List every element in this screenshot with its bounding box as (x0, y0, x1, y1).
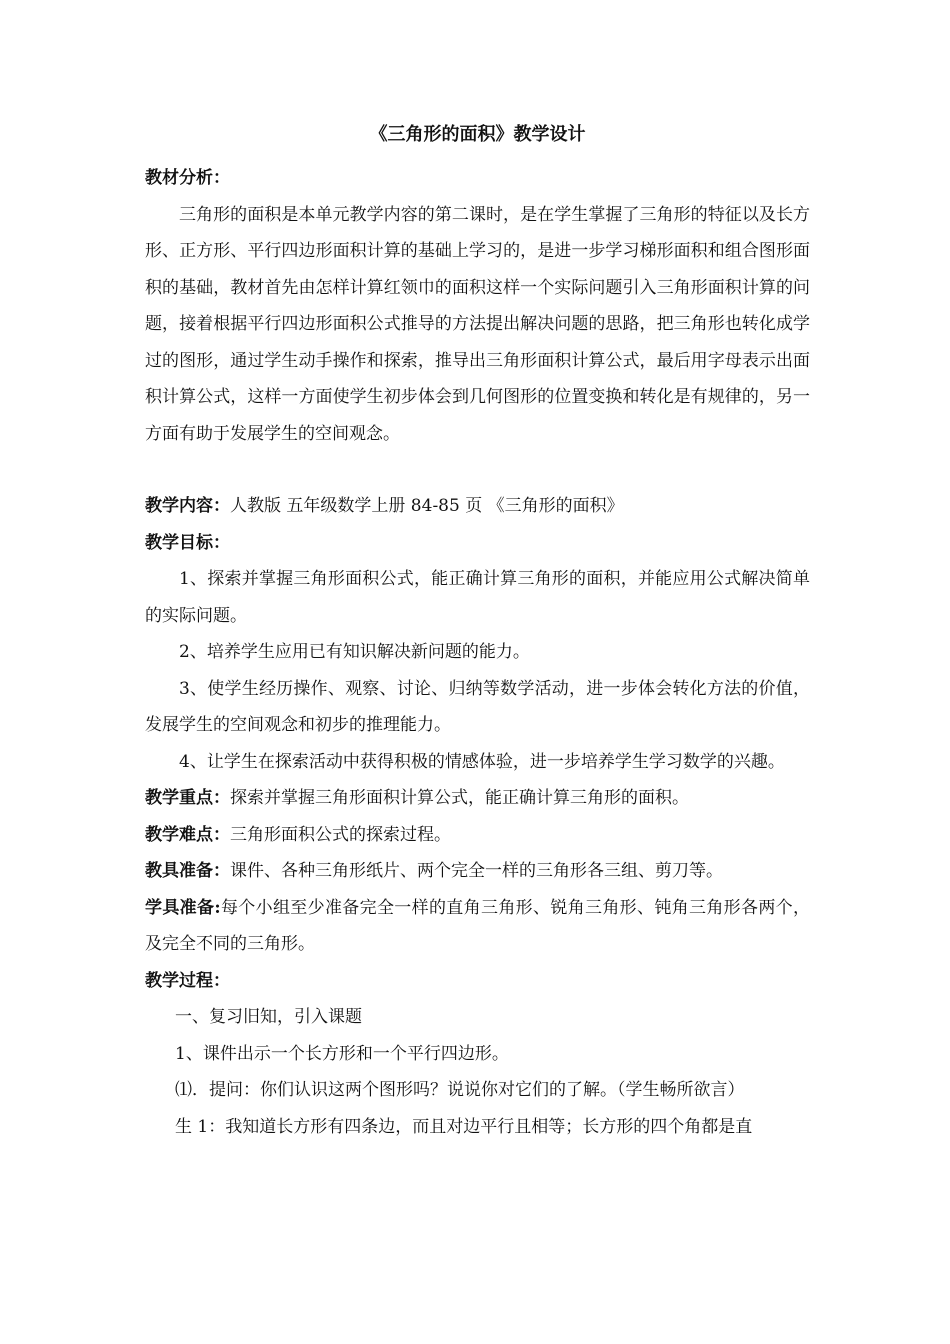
content-line (145, 488, 810, 525)
process-line: ⑴．提问：你们认识这两个图形吗？说说你对它们的了解。（学生畅所欲言） (175, 1080, 745, 1100)
process-line: 一、复习旧知，引入课题 (175, 1007, 362, 1027)
student-prep-line (145, 890, 810, 963)
content-text: 人教版 五年级数学上册 84-85 页 《三角形的面积》 (230, 496, 624, 516)
difficulty-text: 三角形面积公式的探索过程。 (230, 824, 451, 845)
goal-item: 1、探索并掌握三角形面积公式，能正确计算三角形的面积，并能应用公式解决简单的实际问题。 (145, 569, 810, 626)
process-line: 1、课件出示一个长方形和一个平行四边形。 (175, 1043, 509, 1064)
student-prep-text: 每个小组至少准备完全一样的直角三角形、锐角三角形、钝角三角形各两个，及完全不同的三角形。 (145, 897, 811, 954)
goal-item: 2、培养学生应用已有知识解决新问题的能力。 (179, 642, 530, 662)
teacher-prep-label: 教具准备： (145, 861, 230, 881)
goals-heading: 教学目标： (145, 532, 230, 553)
process-line: 生 1：我知道长方形有四条边，而且对边平行且相等；长方形的四个角都是直 (175, 1116, 753, 1137)
key-point-text: 探索并掌握三角形面积计算公式，能正确计算三角形的面积。 (230, 788, 689, 808)
document-title: 《三角形的面积》教学设计 (369, 124, 586, 145)
key-point-label: 教学重点： (145, 788, 230, 808)
content-label: 教学内容： (145, 496, 230, 516)
section-spacer (145, 452, 810, 488)
goal-item: 4、让学生在探索活动中获得积极的情感体验，进一步培养学生学习数学的兴趣。 (179, 751, 785, 772)
goal-item: 3、使学生经历操作、观察、讨论、归纳等数学活动，进一步体会转化方法的价值，发展学生的空间观念和初步的推理能力。 (145, 678, 810, 735)
analysis-heading: 教材分析： (145, 168, 230, 188)
analysis-body: 三角形的面积是本单元教学内容的第二课时，是在学生掌握了三角形的特征以及长方形、正方形、平行四边形面积计算的基础上学习的，是进一步学习梯形面积和组合图形面积的基础，教材首先由怎样计算红领巾的面积这样一个实际问题引入三角形面积计算的问题，接着根据平行四边形面积公式推导的方法提出解决问题的思路，把三角形也转化成学过的图形，通过学生动手操作和探索，推导出三角形面积计算公式，最后用字母表示出面积计算公式，这样一方面使学生初步体会到几何图形的位置变换和转化是有规律的，另一方面有助于发展学生的空间观念。 (145, 204, 810, 444)
teacher-prep-text: 课件、各种三角形纸片、两个完全一样的三角形各三组、剪刀等。 (230, 861, 723, 881)
process-heading: 教学过程： (145, 970, 230, 991)
student-prep-label: 学具准备: (145, 897, 221, 918)
key-point-line (145, 780, 810, 817)
difficulty-line (145, 817, 810, 854)
document-page (145, 118, 810, 1145)
difficulty-label: 教学难点： (145, 824, 230, 845)
teacher-prep-line (145, 853, 810, 890)
